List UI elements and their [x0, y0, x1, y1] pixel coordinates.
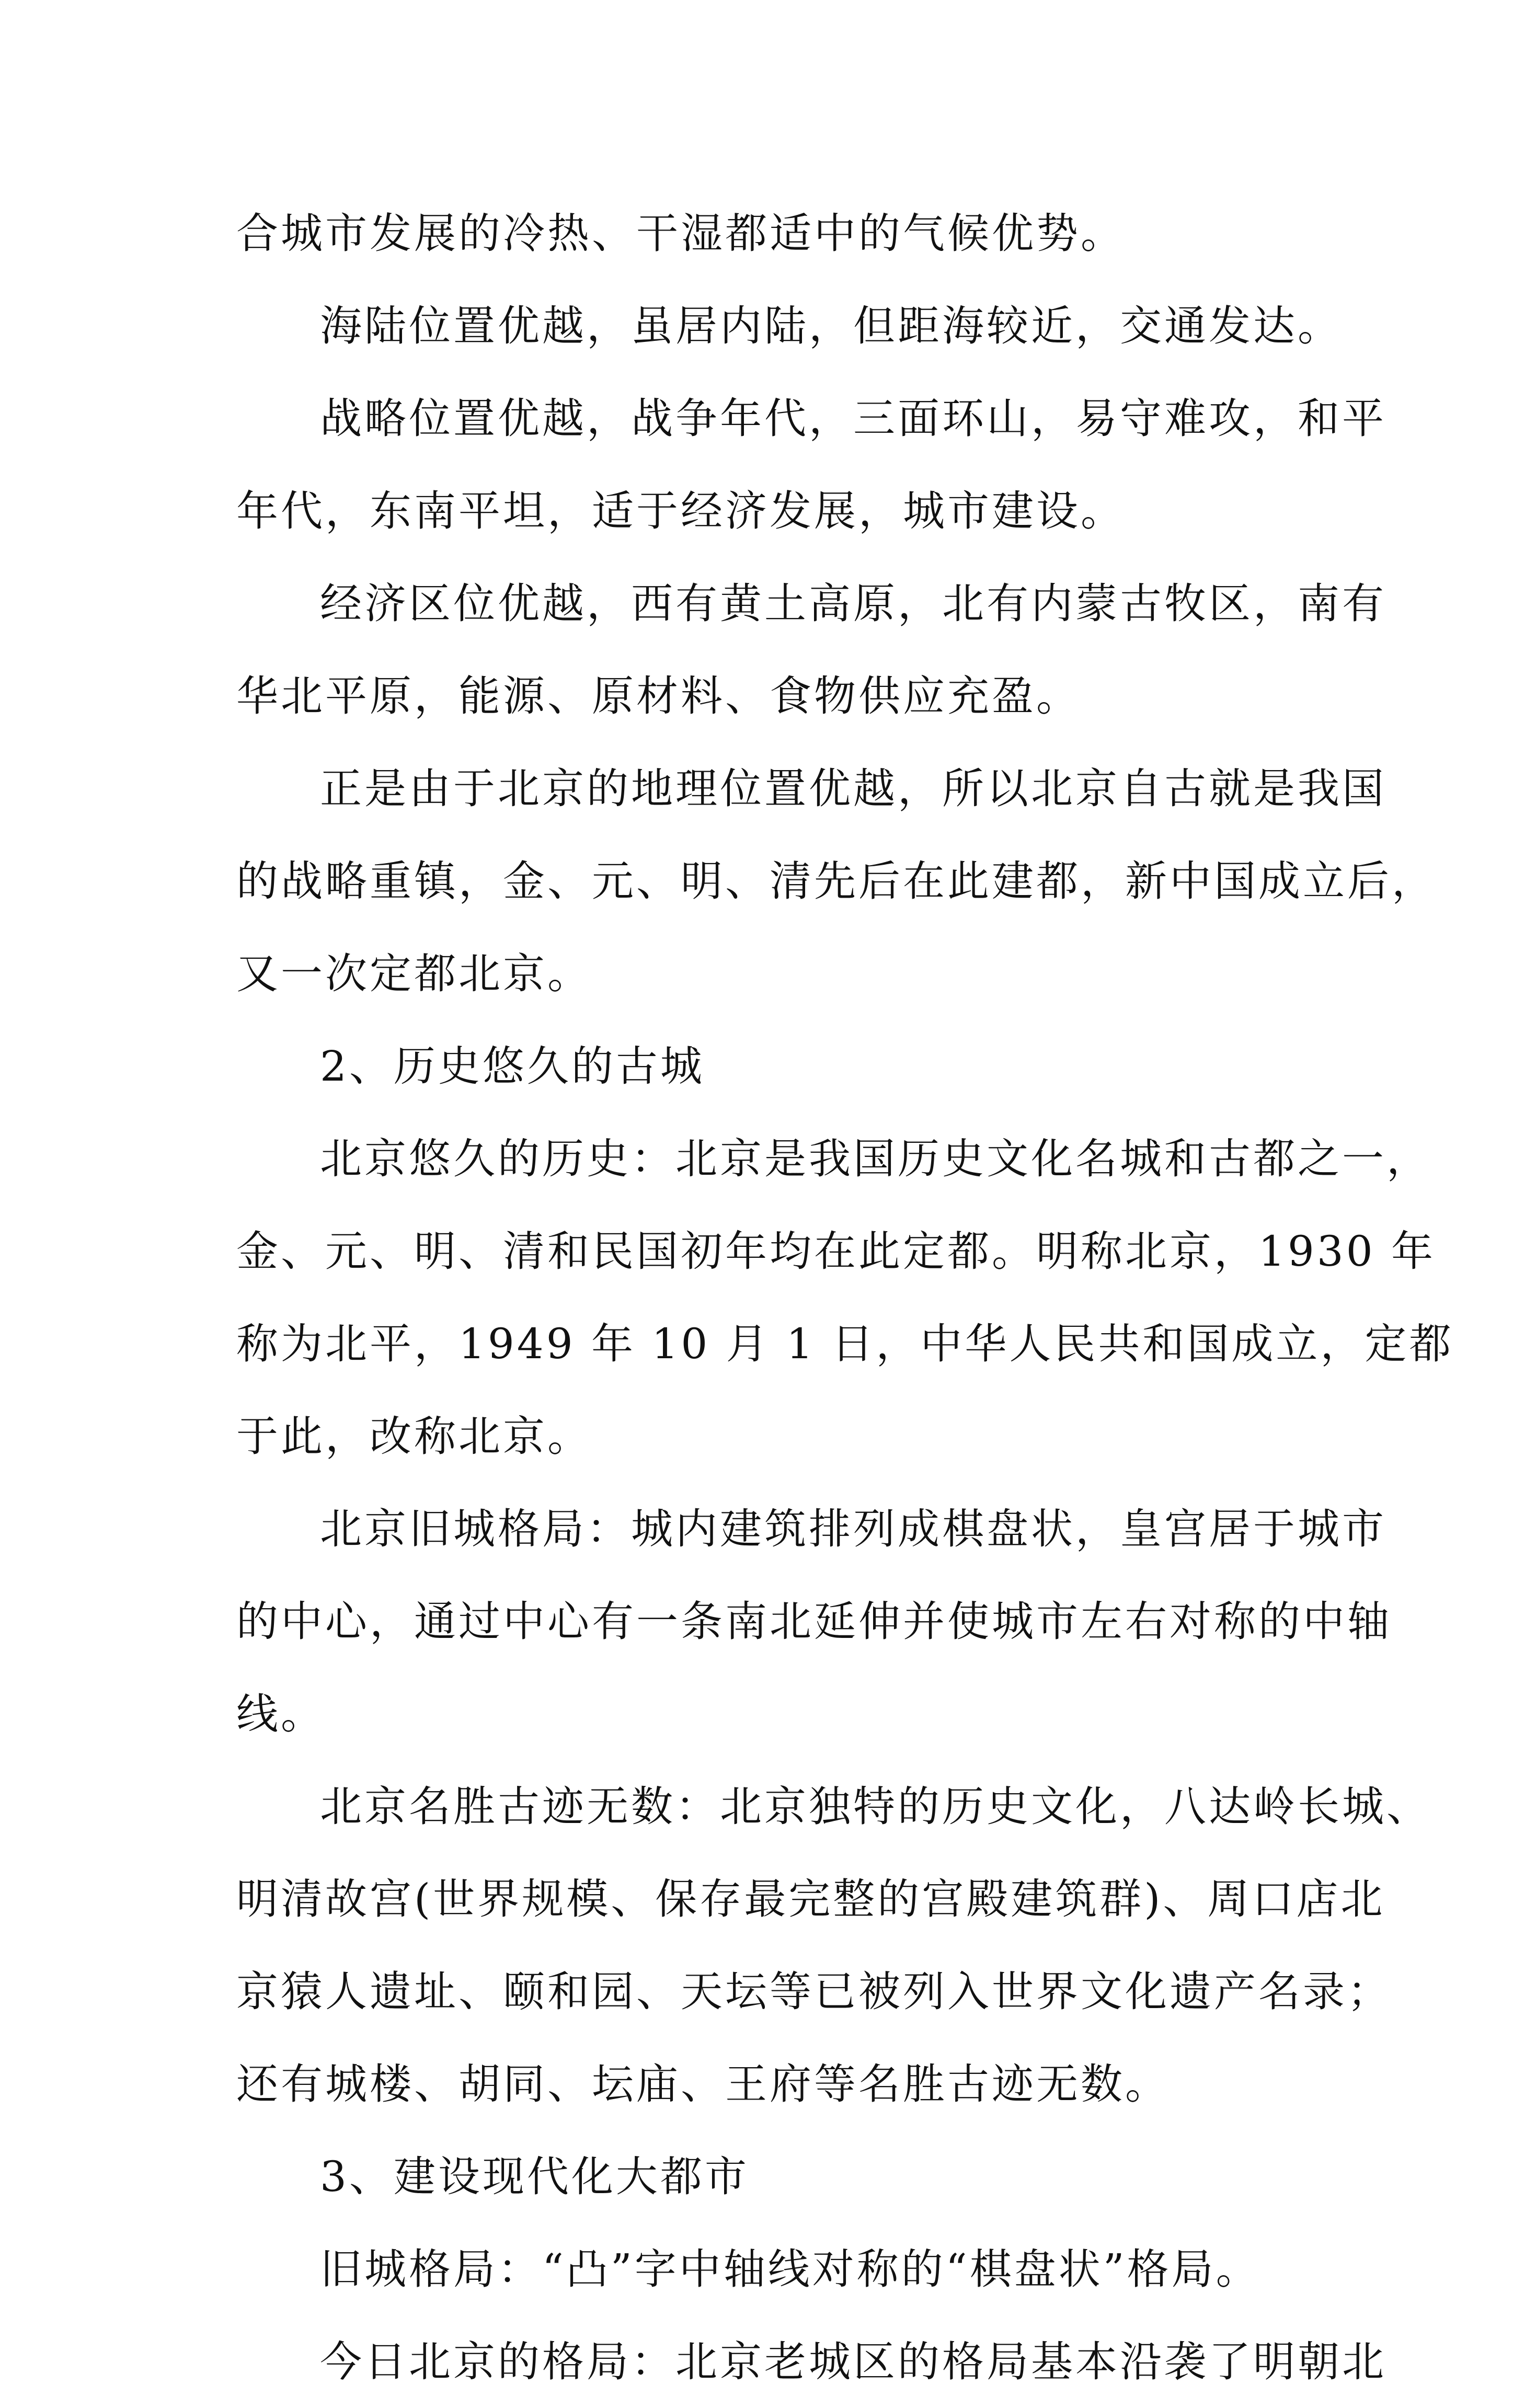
text-line: 战略位置优越，战争年代，三面环山，易守难攻，和平 [320, 394, 1386, 443]
section-heading: 2、历史悠久的古城 [320, 1042, 705, 1091]
body-text [236, 187, 1454, 2408]
text-line: 北京悠久的历史：北京是我国历史文化名城和古都之一， [320, 1134, 1431, 1183]
text-line: 的中心，通过中心有一条南北延伸并使城市左右对称的中轴 [236, 1597, 1392, 1646]
text-line: 华北平原，能源、原材料、食物供应充盈。 [236, 672, 1081, 720]
text-line: 京猿人遗址、颐和园、天坛等已被列入世界文化遗产名录； [236, 1967, 1392, 2016]
text-line: 经济区位优越，西有黄土高原，北有内蒙古牧区，南有 [320, 579, 1386, 628]
text-line: 北京旧城格局：城内建筑排列成棋盘状，皇宫居于城市 [320, 1505, 1386, 1553]
text-line: 称为北平，1949 年 10 月 1 日，中华人民共和国成立，定都 [236, 1320, 1454, 1368]
text-line: 正是由于北京的地理位置优越，所以北京自古就是我国 [320, 764, 1386, 813]
text-line: 旧城格局：“凸”字中轴线对称的“棋盘状”格局。 [320, 2245, 1260, 2294]
text-line: 明清故宫(世界规模、保存最完整的宫殿建筑群)、周口店北 [236, 1875, 1385, 1923]
text-line: 北京名胜古迹无数：北京独特的历史文化，八达岭长城、 [320, 1782, 1431, 1831]
section-heading: 3、建设现代化大都市 [320, 2152, 749, 2201]
text-line: 还有城楼、胡同、坛庙、王府等名胜古迹无数。 [236, 2060, 1170, 2108]
text-line: 线。 [236, 1690, 325, 1738]
text-line: 合城市发展的冷热、干湿都适中的气候优势。 [236, 209, 1125, 258]
text-line: 金、元、明、清和民国初年均在此定都。明称北京，1930 年 [236, 1227, 1436, 1276]
text-line: 又一次定都北京。 [236, 949, 592, 998]
text-line: 的战略重镇，金、元、明、清先后在此建都，新中国成立后， [236, 857, 1436, 905]
text-line: 海陆位置优越，虽居内陆，但距海较近，交通发达。 [320, 302, 1342, 350]
text-line: 今日北京的格局：北京老城区的格局基本沿袭了明朝北 [320, 2337, 1386, 2386]
text-line: 于此，改称北京。 [236, 1412, 592, 1461]
text-line: 年代，东南平坦，适于经济发展，城市建设。 [236, 487, 1125, 535]
